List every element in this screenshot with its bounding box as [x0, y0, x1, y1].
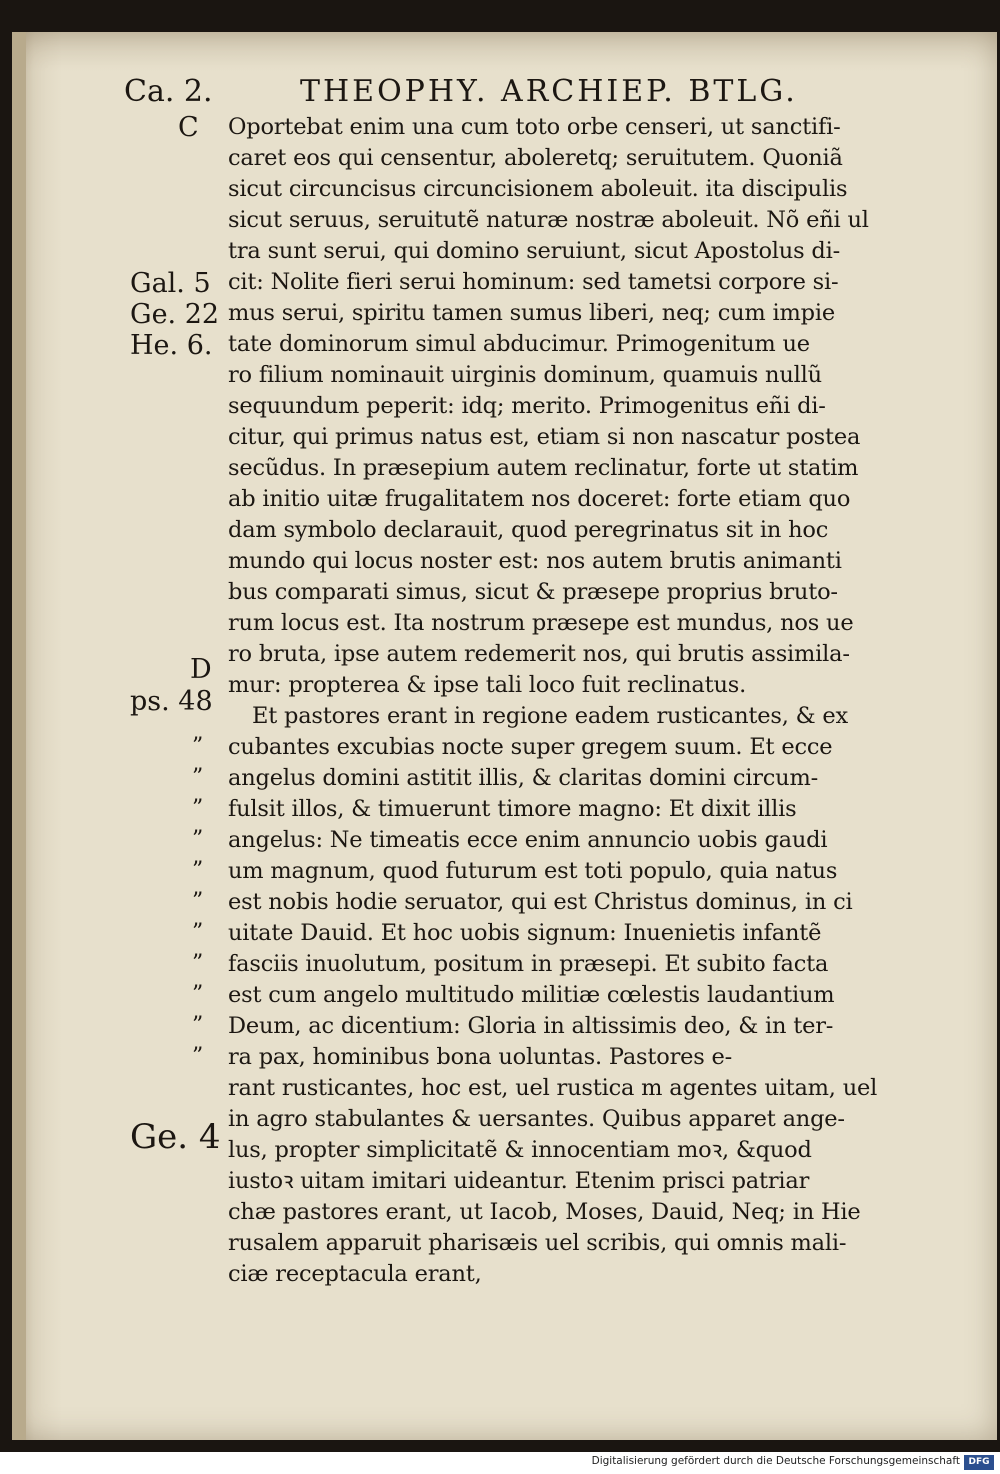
- text-line: cit: Nolite fieri serui hominum: sed tametsi corpore si-: [228, 269, 839, 295]
- text-line: angelus: Ne timeatis ecce enim annuncio uobis gaudi: [228, 827, 828, 853]
- text-line: iustoꝛ uitam imitari uideantur. Etenim prisci patriar: [228, 1168, 810, 1194]
- page-gutter: [12, 32, 26, 1440]
- text-line: rum locus est. Ita nostrum præsepe est mundus, nos ue: [228, 610, 854, 636]
- text-line: cubantes excubias nocte super gregem suum. Et ecce: [228, 734, 833, 760]
- text-line: dam symbolo declarauit, quod peregrinatus sit in hoc: [228, 517, 829, 543]
- text-line: sequundum peperit: idq; merito. Primogenitus eñi di-: [228, 393, 826, 419]
- text-line: in agro stabulantes & uersantes. Quibus apparet ange-: [228, 1106, 845, 1132]
- text-line: lus, propter simplicitatẽ & innocentiam moꝛ, &quod: [228, 1137, 812, 1163]
- footer-credit: Digitalisierung gefördert durch die Deutsche Forschungsgemeinschaft: [591, 1455, 960, 1467]
- text-line: um magnum, quod futurum est toti populo, quia natus: [228, 858, 838, 884]
- text-line: tate dominorum simul abducimur. Primogenitum ue: [228, 331, 810, 357]
- text-line: rant rusticantes, hoc est, uel rustica m agentes uitam, uel: [228, 1075, 878, 1101]
- main-text-block: [228, 112, 918, 1290]
- text-line: secũdus. In præsepium autem reclinatur, forte ut statim: [228, 455, 859, 481]
- quote-mark: ”: [192, 796, 204, 821]
- text-line: sicut seruus, seruitutẽ naturæ nostræ aboleuit. Nõ eñi ul: [228, 207, 869, 233]
- quote-mark: ”: [192, 982, 204, 1007]
- footer-bar: [0, 1452, 1000, 1474]
- quote-mark: ”: [192, 858, 204, 883]
- text-line: mus serui, spiritu tamen sumus liberi, neq; cum impie: [228, 300, 835, 326]
- text-line: est nobis hodie seruator, qui est Christus dominus, in ci: [228, 889, 853, 915]
- running-title: THEOPHY. ARCHIEP. BTLG.: [300, 74, 798, 109]
- margin-ref-he6: He. 6.: [130, 330, 213, 361]
- text-line: Oportebat enim una cum toto orbe censeri, ut sanctifi-: [228, 114, 841, 140]
- text-line: ab initio uitæ frugalitatem nos doceret: forte etiam quo: [228, 486, 851, 512]
- quote-mark: ”: [192, 951, 204, 976]
- margin-ref-ps48: ps. 48: [130, 686, 213, 717]
- quote-mark: ”: [192, 827, 204, 852]
- text-line: uitate Dauid. Et hoc uobis signum: Inuenietis infantẽ: [228, 920, 822, 946]
- dfg-logo: DFG: [964, 1455, 994, 1470]
- quote-mark: ”: [192, 920, 204, 945]
- text-line: ra pax, hominibus bona uoluntas. Pastores e-: [228, 1044, 733, 1070]
- text-line: mur: propterea & ipse tali loco fuit reclinatus.: [228, 672, 747, 698]
- margin-section-c: C: [178, 112, 199, 143]
- text-line: ro bruta, ipse autem redemerit nos, qui brutis assimila-: [228, 641, 850, 667]
- quote-mark: ”: [192, 889, 204, 914]
- text-line: fulsit illos, & timuerunt timore magno: Et dixit illis: [228, 796, 797, 822]
- margin-section-d: D: [190, 654, 212, 685]
- text-line: angelus domini astitit illis, & claritas domini circum-: [228, 765, 818, 791]
- text-line: tra sunt serui, qui domino seruiunt, sicut Apostolus di-: [228, 238, 840, 264]
- margin-ref-gal: Gal. 5: [130, 268, 211, 299]
- quote-mark: ”: [192, 1013, 204, 1038]
- text-line: Et pastores erant in regione eadem rusticantes, & ex: [252, 703, 848, 729]
- text-line: citur, qui primus natus est, etiam si non nascatur postea: [228, 424, 861, 450]
- text-line: ciæ receptacula erant,: [228, 1261, 482, 1287]
- quote-mark: ”: [192, 765, 204, 790]
- text-line: mundo qui locus noster est: nos autem brutis animanti: [228, 548, 842, 574]
- text-line: caret eos qui censentur, aboleretq; seruitutem. Quoniã: [228, 145, 843, 171]
- text-line: est cum angelo multitudo militiæ cœlestis laudantium: [228, 982, 835, 1008]
- text-line: Deum, ac dicentium: Gloria in altissimis deo, & in ter-: [228, 1013, 834, 1039]
- text-line: chæ pastores erant, ut Iacob, Moses, Dauid, Neq; in Hie: [228, 1199, 861, 1225]
- margin-ref-ge4: Ge. 4: [130, 1117, 221, 1157]
- quote-mark: ”: [192, 734, 204, 759]
- text-line: sicut circuncisus circuncisionem aboleuit. ita discipulis: [228, 176, 848, 202]
- text-line: fasciis inuolutum, positum in præsepi. Et subito facta: [228, 951, 829, 977]
- margin-ref-ge22: Ge. 22: [130, 299, 220, 330]
- chapter-heading: Ca. 2.: [124, 74, 213, 109]
- text-line: bus comparati simus, sicut & præsepe proprius bruto-: [228, 579, 838, 605]
- text-line: rusalem apparuit pharisæis uel scribis, qui omnis mali-: [228, 1230, 847, 1256]
- text-line: ro filium nominauit uirginis dominum, quamuis nullũ: [228, 362, 822, 388]
- quote-mark: ”: [192, 1044, 204, 1069]
